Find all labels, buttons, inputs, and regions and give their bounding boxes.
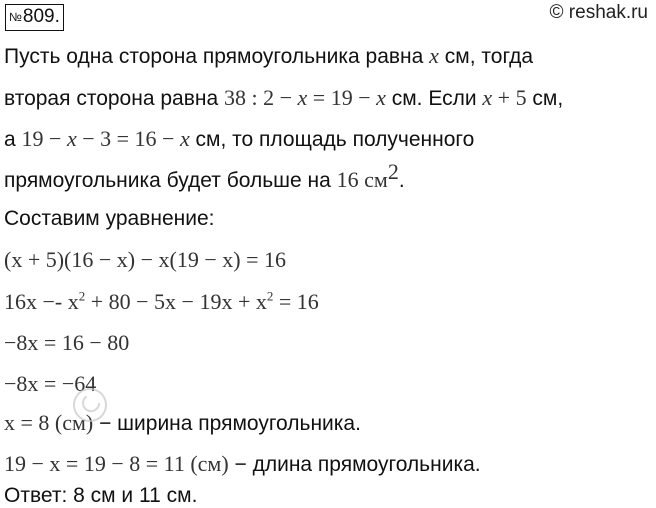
text-line-1 (4, 44, 533, 69)
math-p4: 16 см (336, 167, 388, 192)
text-line-5: Составим уравнение: (4, 207, 215, 230)
number-sign: № (9, 10, 22, 24)
eq2-part-c: = 16 (273, 289, 319, 314)
math-p3-1: 19 − (21, 126, 67, 151)
text-line-2 (4, 86, 563, 111)
text-p4-end: . (398, 169, 405, 192)
superscript: 2 (266, 288, 274, 304)
text-line-4 (4, 159, 405, 193)
equation-4: −8x = −64 (4, 371, 97, 396)
var-x: x (66, 126, 77, 151)
site-credit[interactable]: © reshak.ru (549, 2, 648, 23)
var-x: x (179, 126, 190, 151)
eq2-part-a: 16x −- x (4, 289, 79, 314)
equation-1: (x + 5)(16 − x) − x(19 − x) = 16 (4, 247, 286, 272)
text-p3b: см, то площадь полученного (189, 128, 475, 151)
text-p3a: а (4, 128, 22, 151)
eq6-text: − длина прямоугольника. (228, 453, 481, 476)
text-p1: Пусть одна сторона прямоугольника равна (4, 45, 430, 68)
superscript: 2 (78, 288, 86, 304)
superscript: 2 (387, 159, 399, 184)
answer: Ответ: 8 см и 11 см. (4, 484, 198, 507)
eq2-part-b: + 80 − 5x − 19x + x (85, 289, 267, 314)
equation-5 (4, 411, 361, 436)
problem-number-badge (5, 4, 64, 31)
var-x: x (429, 43, 439, 68)
eq5-math: x = 8 (см) (4, 410, 94, 435)
text-p2b: см. Если (385, 87, 483, 110)
var-x: x (297, 85, 308, 110)
eq5-text: − ширина прямоугольника. (93, 412, 361, 435)
text-p2c: см, (526, 87, 564, 110)
eq6-math: 19 − x = 19 − 8 = 11 (см) (4, 451, 229, 476)
var-x: x (482, 85, 493, 110)
equation-6 (4, 452, 481, 477)
var-x: x (376, 85, 386, 110)
text-p4: прямоугольника будет больше на (4, 169, 337, 192)
math-p3-2: − 3 = 16 − (76, 126, 180, 151)
math-p2-2: = 19 − (307, 85, 377, 110)
math-p2-3: + 5 (492, 85, 527, 110)
math-p2-1: 38 : 2 − (223, 85, 298, 110)
text-p2a: вторая сторона равна (4, 87, 224, 110)
equation-3: −8x = 16 − 80 (4, 330, 130, 355)
text-line-3 (4, 127, 474, 152)
problem-number: 809. (22, 6, 60, 27)
text-p1-end: см, тогда (438, 45, 534, 68)
equation-2 (4, 290, 319, 314)
